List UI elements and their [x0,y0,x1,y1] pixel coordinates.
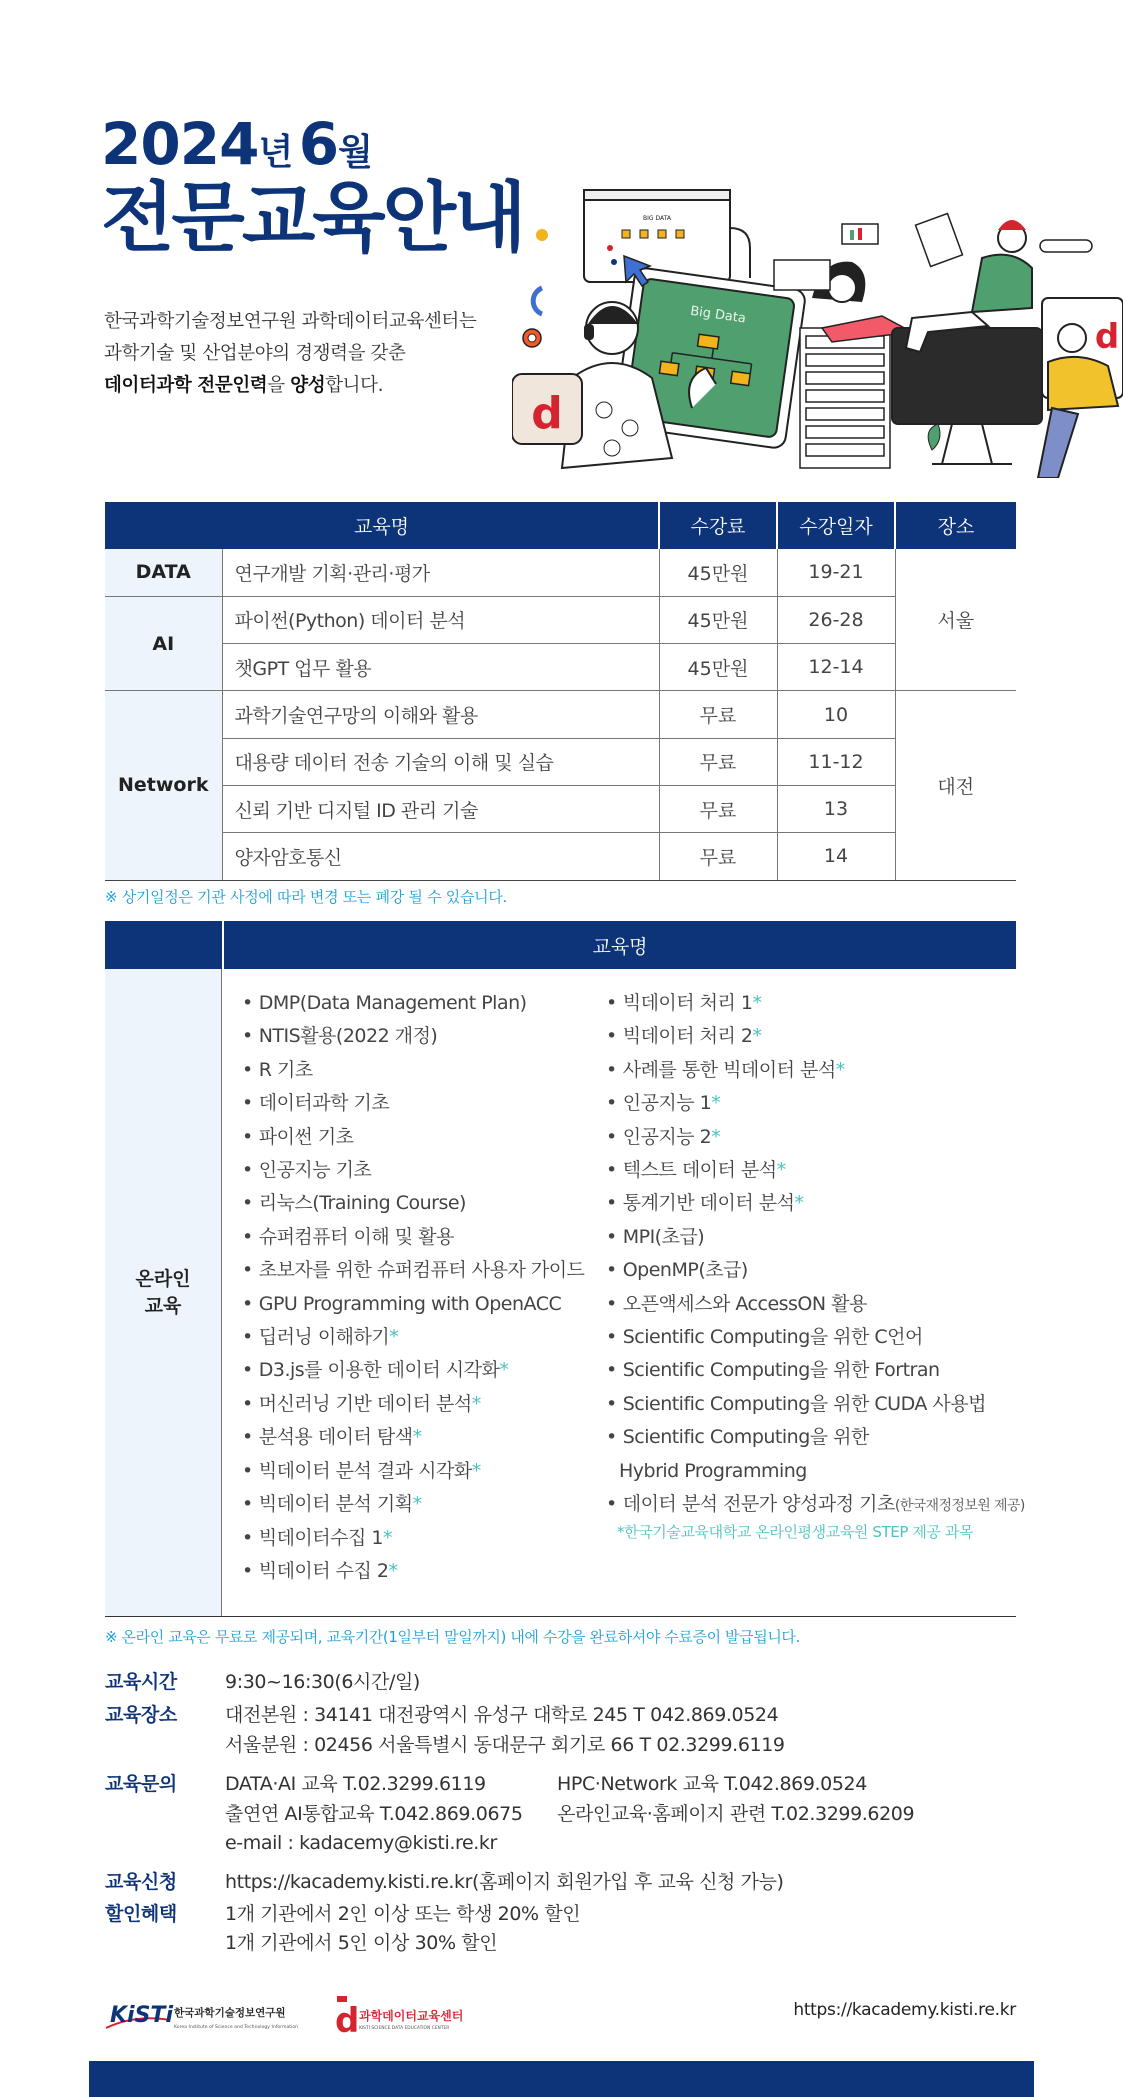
list-item [242,1020,584,1053]
course-dates: 14 [777,833,895,880]
info-inquiry [105,1770,1015,1858]
course-name: 양자암호통신 [222,833,659,880]
big-data-illustration [512,178,1123,478]
list-item-continuation: Hybrid Programming [619,1459,807,1482]
list-item [242,1254,584,1287]
list-item [606,1354,1025,1387]
step-star-mark: * [711,1125,721,1148]
list-item [606,1421,1025,1454]
search-bar-icon [1040,240,1092,252]
table-row [105,691,1016,738]
list-item [242,1121,584,1154]
location-seoul: 서울 [895,549,1016,691]
category-online-line2: 교육 [144,1294,182,1317]
list-item [242,1087,584,1120]
svg-text:Big Data: Big Data [689,303,747,327]
bottom-bar [89,2061,1034,2097]
step-star-mark: * [752,1025,762,1048]
course-title: 빅데이터 처리 1 [622,992,753,1014]
step-star-mark: * [412,1426,422,1449]
online-header-title: 교육명 [222,921,1016,969]
list-item [606,1087,1025,1120]
svg-text:d: d [531,388,563,439]
course-dates: 12-14 [777,644,895,691]
monitor-icon [584,190,750,282]
course-dates: 10 [777,691,895,738]
intro-bold-1: 데이터과학 전문인력 [104,375,268,396]
course-title: GPU Programming with OpenACC [258,1292,562,1315]
list-item [242,1154,584,1187]
course-dates: 11-12 [777,738,895,785]
table-row [105,549,1016,596]
list-item [242,1288,584,1321]
kisti-logo[interactable] [104,1998,304,2040]
category-online-line1: 온라인 [135,1267,191,1290]
table-row [105,785,1016,832]
apply-link[interactable]: https://kacademy.kisti.re.kr(홈페이지 회원가입 후 교육 신청 가능) [225,1871,784,1894]
course-title: 리눅스(Training Course) [258,1192,466,1215]
inquiry-ai-integrated: 출연연 AI통합교육 T.042.869.0675 [225,1802,523,1825]
course-name: 과학기술연구망의 이해와 활용 [222,691,659,738]
course-title: 빅데이터 분석 기획 [258,1493,413,1516]
online-note: ※ 온라인 교육은 무료로 제공되며, 교육기간(1일부터 말일까지) 내에 수강을 완료하셔야 수료증이 발급됩니다. [105,1628,800,1646]
course-fee: 45만원 [659,549,777,596]
list-item [242,1187,584,1220]
list-item [606,1321,1025,1354]
info-place [105,1701,1015,1760]
course-name: 파이썬(Python) 데이터 분석 [222,596,659,643]
year-suffix: 년 [258,132,294,173]
schedule-note: ※ 상기일정은 기관 사정에 따라 변경 또는 폐강 될 수 있습니다. [105,888,507,906]
course-fee: 45만원 [659,596,777,643]
discount-1: 1개 기관에서 2인 이상 또는 학생 20% 할인 [225,1902,581,1925]
course-name: 대용량 데이터 전송 기술의 이해 및 실습 [222,738,659,785]
course-title: 딥러닝 이해하기 [258,1326,390,1349]
online-course-table [105,969,1025,1617]
course-title: 인공지능 기초 [258,1159,372,1182]
step-star-mark: * [835,1058,845,1081]
course-title: Scientific Computing을 위한 Fortran [622,1359,940,1382]
course-schedule-table [105,502,1016,881]
step-star-mark: * [471,1459,481,1482]
course-dates: 26-28 [777,596,895,643]
course-title: 파이썬 기초 [258,1125,354,1148]
step-star-mark: * [471,1392,481,1415]
course-info [105,1668,1015,1959]
course-title: 빅데이터 수집 2 [258,1559,389,1582]
apply-label: 교육신청 [105,1871,177,1894]
list-item [242,1421,584,1454]
category-data: DATA [105,549,222,596]
course-title: 초보자를 위한 슈퍼컴퓨터 사용자 가이드 [258,1259,585,1282]
table-row [105,644,1016,691]
course-title: OpenMP(초급) [622,1259,748,1282]
course-name: 연구개발 기획·관리·평가 [222,549,659,596]
list-item [606,987,1025,1020]
svg-text:KISTI SCIENCE DATA EDUCATION C: KISTI SCIENCE DATA EDUCATION CENTER [359,2026,450,2031]
footer-url[interactable]: https://kacademy.kisti.re.kr [793,2000,1016,2020]
category-online [105,969,222,1616]
inquiry-data-ai: DATA·AI 교육 T.02.3299.6119 [225,1773,486,1796]
list-item [606,1187,1025,1220]
intro-line-1: 한국과학기술정보연구원 과학데이터교육센터는 [104,311,477,332]
discount-label: 할인혜택 [105,1902,177,1925]
online-course-list [222,969,1025,1616]
intro-line-2: 과학기술 및 산업분야의 경쟁력을 갖춘 [104,343,406,364]
svg-text:d: d [1094,317,1120,357]
list-item [242,1555,584,1588]
intro-text [104,306,524,402]
list-item [606,1020,1025,1053]
course-title: Scientific Computing을 위한 CUDA 사용법 [622,1392,986,1415]
gear-icon [523,329,541,347]
time-label: 교육시간 [105,1671,177,1693]
course-dates: 19-21 [777,549,895,596]
inquiry-online: 온라인교육·홈페이지 관련 T.02.3299.6209 [557,1802,915,1825]
course-name: 신뢰 기반 디지털 ID 관리 기술 [222,785,659,832]
svg-text:KiSTi: KiSTi [110,2003,173,2028]
page-title: 전문교육안내 [101,173,524,262]
list-item [242,1388,584,1421]
course-title: Scientific Computing을 위한 C언어 [622,1326,923,1349]
info-discount [105,1900,1015,1959]
course-title: MPI(초급) [622,1225,705,1248]
course-title: 텍스트 데이터 분석 [622,1159,777,1182]
step-star-mark: * [389,1326,399,1349]
course-title: Scientific Computing을 위한 [622,1426,869,1449]
step-star-mark: * [711,1092,721,1115]
header-fee: 수강료 [659,502,777,549]
course-title: 데이터과학 기초 [258,1092,390,1115]
arc-decoration [533,288,542,314]
step-star-mark: * [752,992,762,1014]
course-title: D3.js를 이용한 데이터 시각화 [258,1359,500,1382]
header-course-name: 교육명 [105,502,659,549]
provider-note: (한국재정정보원 제공) [894,1498,1025,1515]
online-course-right-column [606,987,1025,1524]
course-fee: 45만원 [659,644,777,691]
svg-text:한국과학기술정보연구원: 한국과학기술정보연구원 [174,2007,286,2019]
time-value: 9:30~16:30(6시간/일) [225,1671,420,1693]
list-item [606,1054,1025,1087]
list-item [242,1321,584,1354]
list-item [242,1354,584,1387]
course-title: 머신러닝 기반 데이터 분석 [258,1392,472,1415]
course-title: DMP(Data Management Plan) [258,992,527,1014]
location-daejeon: 대전 [895,691,1016,880]
course-title: 인공지능 2 [622,1125,712,1148]
list-item [242,1054,584,1087]
course-fee: 무료 [659,785,777,832]
list-item [606,1488,1025,1523]
course-title: R 기초 [258,1058,313,1081]
step-star-mark: * [382,1526,392,1549]
date-heading [101,110,373,178]
step-star-mark: * [776,1159,786,1182]
list-item [242,1522,584,1555]
server-rack-icon [800,328,890,468]
online-course-left-column [242,987,584,1588]
course-title: 사례를 통한 빅데이터 분석 [622,1058,836,1081]
place-seoul: 서울분원 : 02456 서울특별시 동대문구 회기로 66 T 02.3299.6119 [225,1733,785,1756]
course-title: 인공지능 1 [622,1092,712,1115]
course-title: 빅데이터 처리 2 [622,1025,753,1048]
header-location: 장소 [895,502,1016,549]
month-text: 6 [298,110,339,178]
intro-mid: 을 [267,375,291,396]
inquiry-hpc-network: HPC·Network 교육 T.042.869.0524 [557,1773,867,1796]
step-star-mark: * [499,1359,509,1382]
course-title: 통계기반 데이터 분석 [622,1192,795,1215]
place-daejeon: 대전본원 : 34141 대전광역시 유성구 대학로 245 T 042.869.0524 [225,1704,779,1727]
info-time [105,1668,1015,1697]
list-item [606,1154,1025,1187]
intro-line-3 [104,370,524,402]
step-star-mark: * [412,1493,422,1516]
svg-text:BIG DATA: BIG DATA [643,215,671,222]
course-fee: 무료 [659,691,777,738]
course-dates: 13 [777,785,895,832]
course-title: 데이터 분석 전문가 양성과정 기초 [622,1493,895,1516]
course-title: NTIS활용(2022 개정) [258,1025,438,1048]
course-title: 분석용 데이터 탐색 [258,1426,413,1449]
list-item [606,1254,1025,1287]
list-item [606,1121,1025,1154]
list-item [606,1221,1025,1254]
svg-text:과학데이터교육센터: 과학데이터교육센터 [359,2009,464,2023]
list-item [606,1288,1025,1321]
inquiry-label: 교육문의 [105,1773,177,1796]
list-item [242,1221,584,1254]
course-name: 챗GPT 업무 활용 [222,644,659,691]
inquiry-email[interactable]: e-mail : kadacemy@kisti.re.kr [225,1832,497,1855]
science-data-center-logo[interactable] [333,1992,493,2040]
category-network: Network [105,691,222,880]
table-header-row [105,502,1016,549]
intro-bold-2: 양성 [290,375,326,396]
svg-text:d: d [335,2001,360,2040]
info-apply [105,1868,1015,1897]
place-label: 교육장소 [105,1704,177,1727]
header-dates: 수강일자 [777,502,895,549]
year-text: 2024 [101,110,259,178]
svg-text:Korea Institute of Science and: Korea Institute of Science and Technology Information [174,2025,299,2030]
category-ai: AI [105,596,222,691]
step-star-mark: * [794,1192,804,1215]
course-title: 빅데이터수집 1 [258,1526,383,1549]
yellow-man-icon [1038,298,1123,478]
course-title: 슈퍼컴퓨터 이해 및 활용 [258,1225,454,1248]
list-item [606,1388,1025,1421]
discount-2: 1개 기관에서 5인 이상 30% 할인 [225,1932,498,1955]
step-star-mark: * [388,1559,398,1582]
step-course-note: *한국기술교육대학교 온라인평생교육원 STEP 제공 과목 [617,1523,974,1541]
course-fee: 무료 [659,833,777,880]
list-item [242,1455,584,1488]
online-table-header [105,921,1016,969]
list-item [242,1488,584,1521]
table-row [105,596,1016,643]
online-header-blank [105,921,222,969]
course-fee: 무료 [659,738,777,785]
table-row [105,738,1016,785]
month-suffix: 월 [338,132,373,173]
course-title: 빅데이터 분석 결과 시각화 [258,1459,472,1482]
intro-end: 합니다. [325,375,384,396]
list-item [242,987,584,1020]
table-row [105,833,1016,880]
course-title: 오픈액세스와 AccessON 활용 [622,1292,867,1315]
